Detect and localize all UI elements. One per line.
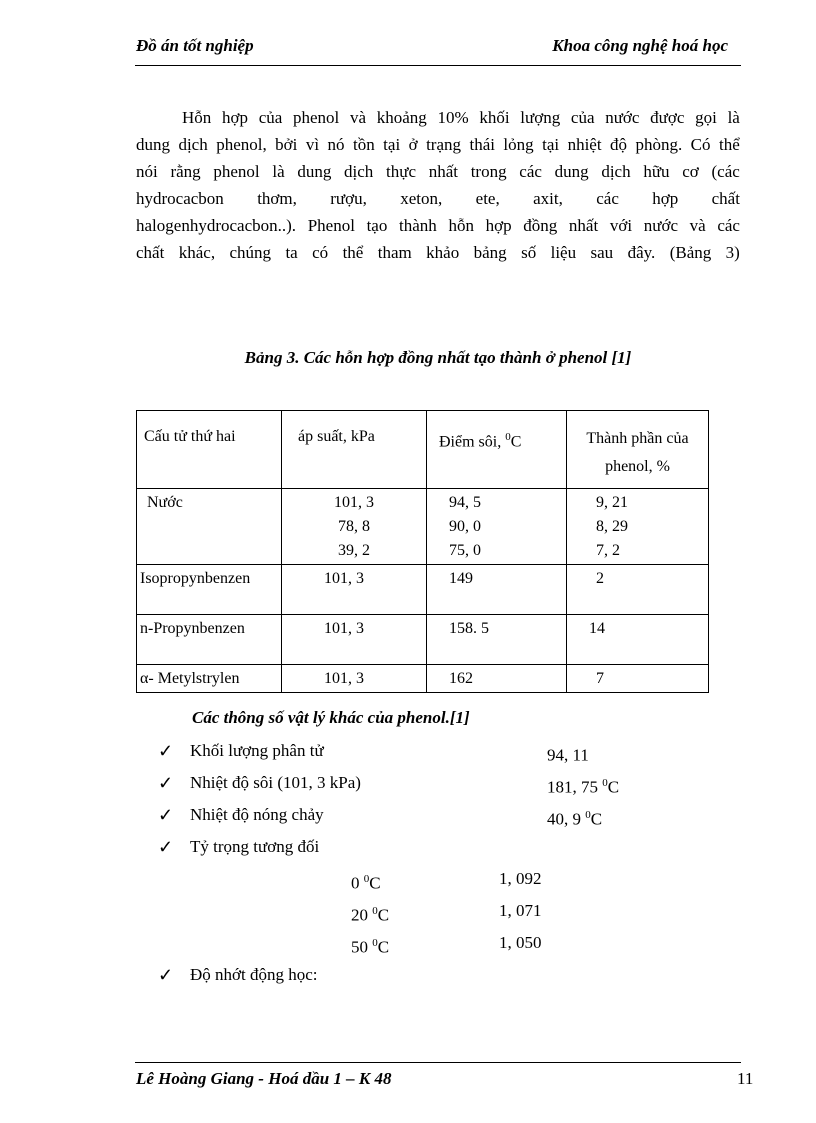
- word: trạng: [426, 135, 462, 154]
- word: hợp: [485, 216, 512, 235]
- table-cell: [567, 665, 709, 693]
- word: chất: [136, 243, 165, 262]
- word: tại: [542, 135, 560, 154]
- table-caption: Bảng 3. Các hỗn hợp đồng nhất tạo thành ở phenol [1]: [244, 348, 632, 367]
- cell-composition: 9, 21 8, 29 7, 2: [596, 494, 628, 559]
- word: thực: [386, 162, 416, 181]
- property-item: [158, 964, 318, 987]
- table-cell: [567, 565, 709, 615]
- cell-composition: 14: [589, 620, 605, 637]
- word: dịch: [601, 162, 631, 181]
- word: vì: [305, 135, 320, 154]
- word: là: [727, 108, 740, 127]
- property-label: Tỷ trọng tương đối: [190, 837, 320, 856]
- word: nói: [136, 162, 158, 181]
- header-boiling-point: Điểm sôi, $^0$C: [439, 431, 522, 451]
- word: nhất: [568, 216, 599, 235]
- word: và: [689, 216, 706, 235]
- word: thái: [469, 135, 495, 154]
- word: tạo: [366, 216, 388, 235]
- cell-pressure: 101, 3: [324, 620, 364, 637]
- cell-composition: 7: [596, 670, 604, 687]
- table-cell: [282, 489, 427, 565]
- word: và: [349, 108, 367, 127]
- paragraph-line: [136, 239, 740, 266]
- table-row: [137, 665, 709, 693]
- paragraph-line: [136, 158, 740, 185]
- cell-boiling-point: 94, 5 90, 0 75, 0: [449, 494, 481, 559]
- cell-boiling-point: 162: [449, 670, 473, 687]
- word: các: [596, 189, 619, 208]
- word: 10%: [437, 108, 469, 127]
- table-cell: [137, 615, 282, 665]
- word: dịch: [178, 135, 208, 154]
- table-cell: [427, 615, 567, 665]
- density-value: 1, 092: [499, 869, 542, 888]
- cell-boiling-point: 158. 5: [449, 620, 489, 637]
- density-value: 1, 071: [499, 901, 542, 920]
- checkmark-icon: ✓: [158, 837, 174, 857]
- cell-component: Nước: [147, 494, 183, 511]
- word: cơ: [682, 162, 699, 181]
- word: tại: [383, 135, 401, 154]
- table-cell: [427, 565, 567, 615]
- header-cell: [567, 411, 709, 489]
- word: phòng.: [635, 135, 683, 154]
- word: Có: [690, 135, 711, 154]
- word: các: [717, 216, 740, 235]
- cell-component: Isopropynbenzen: [140, 570, 251, 587]
- word: của: [258, 108, 283, 127]
- word: của: [570, 108, 595, 127]
- properties-title: Các thông số vật lý khác của phenol.[1]: [192, 708, 470, 727]
- word: thành: [399, 216, 437, 235]
- property-value: 181, 75 $^0$C: [547, 777, 620, 797]
- density-value: 1, 050: [499, 933, 542, 952]
- paragraph-line: [136, 104, 740, 131]
- property-item: [158, 836, 320, 859]
- word: ete,: [475, 189, 500, 208]
- word: phenol: [213, 162, 260, 181]
- word: khối: [479, 108, 510, 127]
- header-right: Khoa công nghệ hoá học: [552, 36, 728, 55]
- table-cell: [427, 665, 567, 693]
- word: thể: [718, 135, 740, 154]
- word: ta: [285, 243, 298, 262]
- word: halogenhydrocacbon..).: [136, 216, 297, 235]
- word: các: [519, 162, 542, 181]
- word: hydrocacbon: [136, 189, 224, 208]
- word: sau: [590, 243, 614, 262]
- cell-pressure: 101, 3 78, 8 39, 2: [334, 494, 374, 559]
- word: dịch: [344, 162, 374, 181]
- table-row: [137, 615, 709, 665]
- header-cell: [282, 411, 427, 489]
- word: tồn: [352, 135, 375, 154]
- word: axit,: [533, 189, 563, 208]
- paragraph-line: [136, 212, 740, 239]
- footer-rule: [135, 1062, 741, 1063]
- word: hợp: [221, 108, 248, 127]
- page-number: 11: [737, 1069, 754, 1088]
- cell-composition: 2: [596, 570, 604, 587]
- property-item: [158, 804, 324, 827]
- word: đồng: [523, 216, 558, 235]
- table-cell: [137, 665, 282, 693]
- word: 3): [725, 243, 740, 262]
- table-cell: [282, 615, 427, 665]
- word: độ: [610, 135, 628, 154]
- word: liệu: [550, 243, 577, 262]
- property-value: 94, 11: [547, 745, 589, 765]
- word: nhất: [428, 162, 458, 181]
- property-label: Nhiệt độ nóng chảy: [190, 805, 324, 824]
- cell-pressure: 101, 3: [324, 670, 364, 687]
- table-cell: [282, 565, 427, 615]
- cell-component: n-Propynbenzen: [140, 620, 245, 637]
- word: phenol,: [216, 135, 267, 154]
- word: số: [521, 243, 537, 262]
- word: rượu,: [330, 189, 367, 208]
- table-cell: [137, 489, 282, 565]
- table-cell: [282, 665, 427, 693]
- word: thể: [342, 243, 364, 262]
- word: trong: [470, 162, 507, 181]
- cell-pressure: 101, 3: [324, 570, 364, 587]
- paragraph-line: [136, 131, 740, 158]
- word: thơm,: [257, 189, 297, 208]
- intro-paragraph: [136, 104, 740, 266]
- word: có: [312, 243, 329, 262]
- header-left: Đồ án tốt nghiệp: [136, 36, 254, 55]
- word: ở: [408, 135, 418, 154]
- table-row: [137, 489, 709, 565]
- header-composition: Thành phần của phenol, %: [586, 430, 689, 475]
- word: hỗn: [448, 216, 474, 235]
- word: nước: [605, 108, 640, 127]
- word: là: [272, 162, 285, 181]
- header-rule: [135, 65, 741, 66]
- footer-author: Lê Hoàng Giang - Hoá dầu 1 – K 48: [136, 1069, 392, 1088]
- property-label: Nhiệt độ sôi (101, 3 kPa): [190, 773, 361, 792]
- word: nước: [643, 216, 678, 235]
- word: lượng: [520, 108, 561, 127]
- table-cell: [567, 615, 709, 665]
- word: (Bảng: [669, 243, 712, 262]
- word: hữu: [643, 162, 670, 181]
- word: hợp: [652, 189, 679, 208]
- density-temp: 20 $^0$C: [351, 905, 390, 925]
- checkmark-icon: ✓: [158, 965, 174, 985]
- cell-component: α- Metylstrylen: [140, 670, 240, 687]
- word: Hỗn: [182, 108, 212, 127]
- header-cell: [137, 411, 282, 489]
- table-row: [137, 565, 709, 615]
- word: chất: [711, 189, 740, 208]
- word: chúng: [229, 243, 272, 262]
- cell-boiling-point: 149: [449, 570, 473, 587]
- word: xeton,: [400, 189, 443, 208]
- azeotrope-table: [136, 410, 709, 693]
- word: rằng: [170, 162, 201, 181]
- table-cell: [427, 489, 567, 565]
- property-item: [158, 772, 361, 795]
- property-label: Khối lượng phân tử: [190, 741, 324, 760]
- word: nó: [327, 135, 345, 154]
- header-pressure: áp suất, kPa: [298, 428, 375, 445]
- word: gọi: [695, 108, 717, 127]
- word: bảng: [473, 243, 507, 262]
- table-header-row: [137, 411, 709, 489]
- word: khoảng: [376, 108, 427, 127]
- word: khác,: [178, 243, 216, 262]
- word: (các: [711, 162, 740, 181]
- word: dung: [297, 162, 332, 181]
- word: lỏng: [503, 135, 534, 154]
- word: bởi: [275, 135, 298, 154]
- viscosity-label: Độ nhớt động học:: [190, 965, 318, 984]
- word: Phenol: [307, 216, 355, 235]
- table-cell: [567, 489, 709, 565]
- header-component: Cấu tử thứ hai: [144, 428, 236, 445]
- table-cell: [137, 565, 282, 615]
- header-cell: [427, 411, 567, 489]
- word: được: [650, 108, 685, 127]
- checkmark-icon: ✓: [158, 805, 174, 825]
- word: dung: [136, 135, 170, 154]
- density-temp: 0 $^0$C: [351, 873, 381, 893]
- density-temp: 50 $^0$C: [351, 937, 390, 957]
- word: khảo: [426, 243, 460, 262]
- word: dung: [554, 162, 589, 181]
- word: với: [609, 216, 633, 235]
- paragraph-line: [136, 185, 740, 212]
- property-item: [158, 740, 324, 763]
- word: tham: [377, 243, 412, 262]
- checkmark-icon: ✓: [158, 773, 174, 793]
- word: nhiệt: [567, 135, 602, 154]
- checkmark-icon: ✓: [158, 741, 174, 761]
- word: đây.: [627, 243, 656, 262]
- property-value: 40, 9 $^0$C: [547, 809, 603, 829]
- word: phenol: [292, 108, 340, 127]
